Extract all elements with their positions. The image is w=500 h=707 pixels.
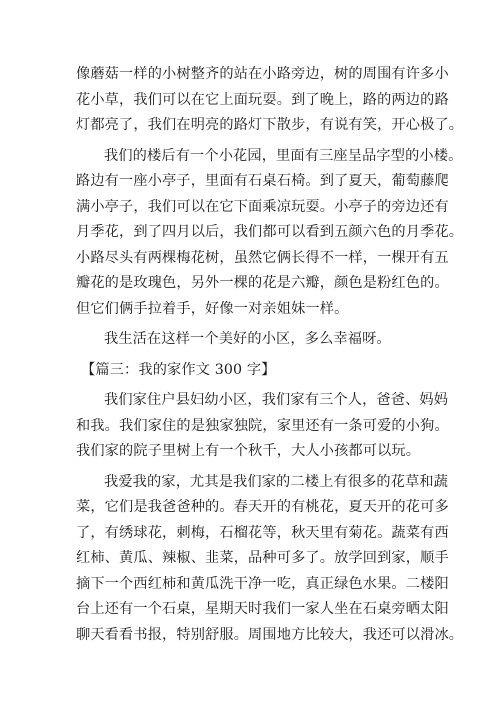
text-line: 我们家住户县妇幼小区，我们家有三个人，爸爸、妈妈 (104, 392, 449, 408)
text-line: 台上还有一个石桌，星期天时我们一家人坐在石桌旁晒太阳 (76, 601, 449, 617)
text-line: 满小亭子，我们可以在它下面乘凉玩耍。小亭子的旁边还有 (76, 198, 449, 215)
heading-text: 【篇三：我的家作文 300 字】 (81, 361, 276, 378)
text-line: 路边有一座小亭子，里面有石桌石椅。到了夏天，葡萄藤爬 (76, 173, 449, 189)
paragraph (76, 327, 430, 353)
text-line: 花小草，我们可以在它上面玩耍。到了晚上，路的两边的路 (76, 91, 449, 108)
text-line: 和我。我们家住的是独家独院，家里还有一条可爱的小狗。 (76, 417, 449, 434)
text-line: 我生活在这样一个美好的小区，多么幸福呀。 (104, 331, 391, 347)
text-line: 月季花，到了四月以后，我们都可以看到五颜六色的月季花。 (76, 224, 464, 240)
text-line: 我们的楼后有一个小花园，里面有三座呈品字型的小楼。 (104, 147, 463, 164)
paragraph (76, 144, 464, 323)
text-line: 像蘑菇一样的小树整齐的站在小路旁边，树的周围有许多小 (76, 66, 449, 82)
paragraph (76, 388, 449, 465)
text-line: 我爱我的家，尤其是我们家的二楼上有很多的花草和蔬 (104, 473, 449, 490)
text-line: 灯都亮了，我们在明亮的路灯下散步，有说有笑，开心极了。 (76, 117, 464, 133)
document-body (76, 62, 464, 648)
text-line: 了，有绣球花，刺梅，石榴花等，秋天里有菊花。蔬菜有西 (76, 524, 449, 541)
text-line: 聊天看看书报，特别舒服。周围地方比较大，我还可以滑冰。 (76, 626, 464, 643)
text-line: 我们家的院子里树上有一个秋千，大人小孩都可以玩。 (76, 443, 421, 459)
paragraph (76, 62, 464, 139)
text-line: 小路尽头有两棵梅花树，虽然它俩长得不一样，一棵开有五 (76, 249, 449, 266)
section-heading (76, 358, 430, 384)
text-line: 摘下一个西红柿和黄瓜洗干净一吃，真正绿色水果。二楼阳 (76, 575, 449, 592)
text-line: 但它们俩手拉着手，好像一对亲姐妹一样。 (76, 300, 349, 317)
text-line: 菜，它们是我爸爸种的。春天开的有桃花，夏天开的花可多 (76, 499, 449, 515)
paragraph (76, 470, 464, 649)
text-line: 红柿、黄瓜、辣椒、韭菜，品种可多了。放学回到家，顺手 (76, 550, 449, 566)
text-line: 瓣花的是玫瑰色，另外一棵的花是六瓣，颜色是粉红色的。 (76, 275, 449, 291)
